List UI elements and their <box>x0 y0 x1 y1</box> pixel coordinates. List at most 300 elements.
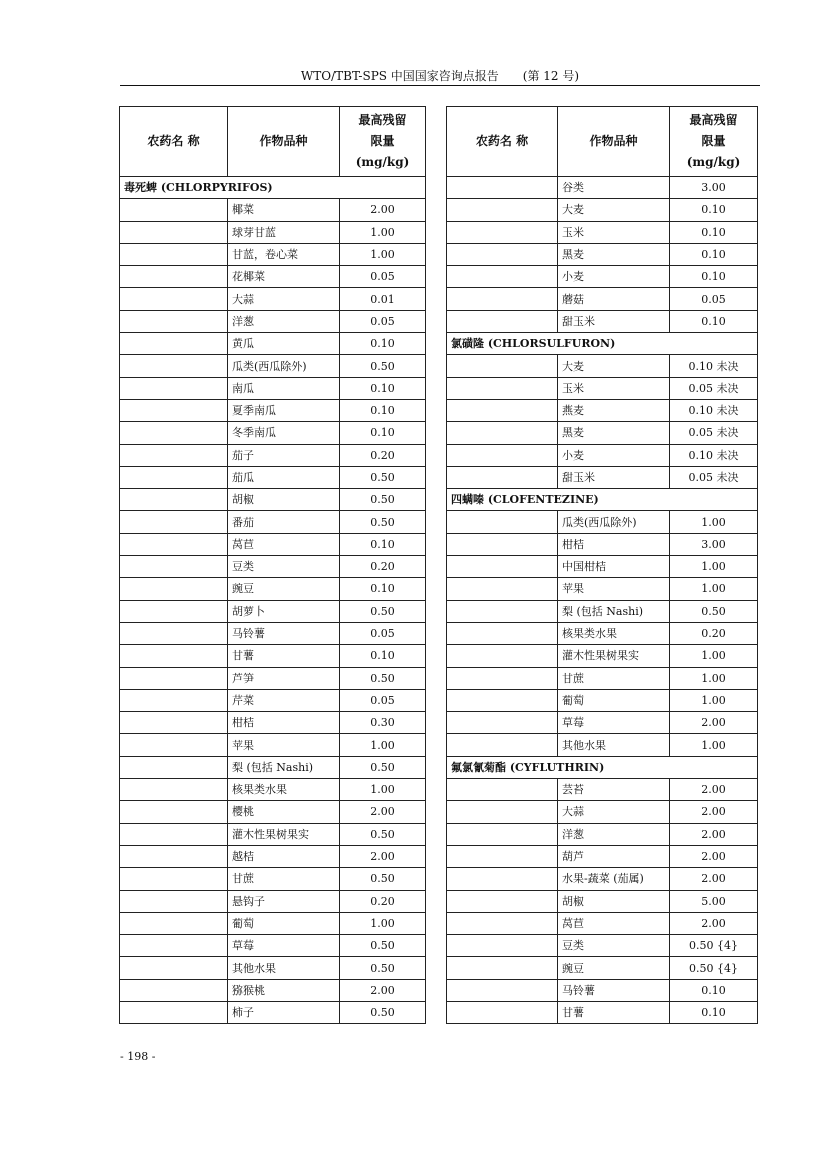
pesticide-name: 四螨嗪 (CLOFENTEZINE) <box>447 489 758 511</box>
table-row <box>447 556 758 578</box>
crop-cell: 小麦 <box>558 444 670 466</box>
crop-cell: 甜玉米 <box>558 310 670 332</box>
pesticide-cell <box>447 868 558 890</box>
crop-cell: 大蒜 <box>228 288 340 310</box>
mrl-cell: 0.50 <box>340 935 426 957</box>
table-row <box>447 935 758 957</box>
table-row <box>120 578 426 600</box>
pesticide-name: 毒死蜱 (CHLORPYRIFOS) <box>120 177 426 199</box>
table-row <box>120 466 426 488</box>
mrl-cell: 1.00 <box>670 645 758 667</box>
pesticide-cell <box>447 845 558 867</box>
pesticide-cell <box>447 199 558 221</box>
table-row <box>120 935 426 957</box>
table-row <box>120 556 426 578</box>
crop-cell: 葫芦 <box>558 845 670 867</box>
table-row <box>447 667 758 689</box>
table-row <box>447 355 758 377</box>
mrl-cell: 0.50 <box>340 466 426 488</box>
table-row <box>447 1001 758 1023</box>
table-row <box>120 221 426 243</box>
mrl-cell: 2.00 <box>670 845 758 867</box>
pesticide-cell <box>447 466 558 488</box>
pesticide-cell <box>120 667 228 689</box>
pesticide-cell <box>120 310 228 332</box>
mrl-cell: 0.10 <box>340 377 426 399</box>
mrl-cell: 0.50 <box>340 600 426 622</box>
pesticide-cell <box>447 622 558 644</box>
table-row <box>447 600 758 622</box>
table-row <box>447 266 758 288</box>
mrl-cell: 2.00 <box>340 801 426 823</box>
mrl-cell: 1.00 <box>340 912 426 934</box>
mrl-cell: 0.10 未决 <box>670 399 758 421</box>
pesticide-row <box>447 333 758 355</box>
table-row <box>447 622 758 644</box>
crop-cell: 蘑菇 <box>558 288 670 310</box>
crop-cell: 黑麦 <box>558 243 670 265</box>
pesticide-cell <box>120 444 228 466</box>
pesticide-cell <box>120 689 228 711</box>
pesticide-cell <box>120 868 228 890</box>
mrl-cell: 0.10 未决 <box>670 355 758 377</box>
mrl-header-line: 最高残留 <box>689 113 738 127</box>
pesticide-cell <box>120 756 228 778</box>
pesticide-cell <box>120 712 228 734</box>
pesticide-cell <box>447 422 558 444</box>
pesticide-cell <box>447 935 558 957</box>
pesticide-cell <box>447 823 558 845</box>
pesticide-cell <box>120 912 228 934</box>
table-row <box>120 444 426 466</box>
table-row <box>120 712 426 734</box>
crop-cell: 马铃薯 <box>228 622 340 644</box>
mrl-cell: 0.10 <box>670 979 758 1001</box>
pesticide-cell <box>447 266 558 288</box>
mrl-cell: 0.50 <box>340 957 426 979</box>
mrl-cell: 2.00 <box>340 845 426 867</box>
pesticide-cell <box>120 466 228 488</box>
table-row <box>120 533 426 555</box>
right-residue-table <box>446 106 758 1024</box>
pesticide-cell <box>120 288 228 310</box>
crop-cell: 洋葱 <box>558 823 670 845</box>
mrl-cell: 0.01 <box>340 288 426 310</box>
table-row <box>120 399 426 421</box>
mrl-cell: 1.00 <box>340 243 426 265</box>
mrl-cell: 3.00 <box>670 177 758 199</box>
crop-cell: 豌豆 <box>558 957 670 979</box>
table-row <box>447 221 758 243</box>
pesticide-cell <box>120 734 228 756</box>
mrl-header-line: 限量 <box>701 134 726 148</box>
table-row <box>447 466 758 488</box>
crop-cell: 葡萄 <box>228 912 340 934</box>
mrl-cell: 1.00 <box>670 578 758 600</box>
pesticide-cell <box>447 444 558 466</box>
pesticide-cell <box>120 979 228 1001</box>
table-row <box>120 243 426 265</box>
crop-cell: 芦笋 <box>228 667 340 689</box>
pesticide-cell <box>447 957 558 979</box>
mrl-cell: 0.10 <box>670 243 758 265</box>
mrl-cell: 2.00 <box>670 712 758 734</box>
mrl-cell: 0.50 <box>340 756 426 778</box>
pesticide-cell <box>120 779 228 801</box>
pesticide-cell <box>447 890 558 912</box>
crop-cell: 甘蓝，卷心菜 <box>228 243 340 265</box>
crop-cell: 芸苔 <box>558 779 670 801</box>
mrl-cell: 1.00 <box>670 734 758 756</box>
crop-cell: 椰菜 <box>228 199 340 221</box>
crop-cell: 猕猴桃 <box>228 979 340 1001</box>
table-row <box>447 177 758 199</box>
mrl-cell: 2.00 <box>340 979 426 1001</box>
mrl-cell: 1.00 <box>340 734 426 756</box>
table-row <box>120 734 426 756</box>
pesticide-cell <box>120 511 228 533</box>
crop-cell: 莴苣 <box>558 912 670 934</box>
mrl-cell: 0.50 <box>340 355 426 377</box>
crop-cell: 球芽甘蓝 <box>228 221 340 243</box>
crop-cell: 玉米 <box>558 221 670 243</box>
mrl-cell: 0.50 <box>340 511 426 533</box>
crop-cell: 其他水果 <box>228 957 340 979</box>
mrl-cell: 0.50 <box>340 1001 426 1023</box>
pesticide-cell <box>120 957 228 979</box>
table-row <box>447 712 758 734</box>
mrl-cell: 0.05 未决 <box>670 466 758 488</box>
crop-cell: 茄瓜 <box>228 466 340 488</box>
crop-cell: 大麦 <box>558 355 670 377</box>
mrl-cell: 0.05 <box>340 266 426 288</box>
crop-cell: 番茄 <box>228 511 340 533</box>
pesticide-cell <box>447 734 558 756</box>
crop-cell: 其他水果 <box>558 734 670 756</box>
pesticide-row <box>447 489 758 511</box>
header-rule <box>120 85 760 86</box>
mrl-cell: 0.10 <box>340 333 426 355</box>
page-number: - 198 - <box>120 1050 156 1063</box>
crop-cell: 草莓 <box>558 712 670 734</box>
pesticide-cell <box>447 578 558 600</box>
mrl-column-header <box>340 107 426 177</box>
table-row <box>447 288 758 310</box>
crop-cell: 大麦 <box>558 199 670 221</box>
crop-cell: 苹果 <box>228 734 340 756</box>
crop-cell: 甘薯 <box>228 645 340 667</box>
mrl-cell: 1.00 <box>340 221 426 243</box>
crop-cell: 夏季南瓜 <box>228 399 340 421</box>
crop-cell: 瓜类(西瓜除外) <box>228 355 340 377</box>
pesticide-cell <box>120 556 228 578</box>
mrl-cell: 0.50 <box>340 868 426 890</box>
crop-cell: 黑麦 <box>558 422 670 444</box>
mrl-cell: 0.20 <box>340 890 426 912</box>
table-row <box>120 511 426 533</box>
page-header-title: WTO/TBT-SPS 中国国家咨询点报告 (第 12 号) <box>300 69 580 83</box>
table-row <box>120 779 426 801</box>
pesticide-cell <box>447 243 558 265</box>
table-row <box>120 979 426 1001</box>
crop-cell: 甘薯 <box>558 1001 670 1023</box>
table-row <box>447 399 758 421</box>
table-row <box>447 979 758 1001</box>
crop-cell: 胡萝卜 <box>228 600 340 622</box>
pesticide-cell <box>447 177 558 199</box>
crop-column-header: 作物品种 <box>558 107 670 177</box>
crop-cell: 中国柑桔 <box>558 556 670 578</box>
mrl-cell: 0.05 <box>670 288 758 310</box>
mrl-cell: 0.10 <box>340 578 426 600</box>
table-row <box>120 600 426 622</box>
table-row <box>120 1001 426 1023</box>
table-row <box>447 868 758 890</box>
mrl-cell: 0.50 <box>670 600 758 622</box>
mrl-cell: 1.00 <box>670 667 758 689</box>
pesticide-cell <box>120 622 228 644</box>
right-table-body <box>447 177 758 1024</box>
crop-cell: 南瓜 <box>228 377 340 399</box>
table-row <box>120 355 426 377</box>
pesticide-cell <box>120 890 228 912</box>
mrl-cell: 0.50 <box>340 667 426 689</box>
mrl-cell: 0.20 <box>340 444 426 466</box>
pesticide-cell <box>120 333 228 355</box>
mrl-cell: 5.00 <box>670 890 758 912</box>
mrl-cell: 0.05 <box>340 310 426 332</box>
table-header-row <box>120 107 426 177</box>
mrl-cell: 0.10 <box>340 645 426 667</box>
left-table-body <box>120 177 426 1024</box>
table-row <box>447 444 758 466</box>
pesticide-cell <box>447 399 558 421</box>
crop-cell: 核果类水果 <box>228 779 340 801</box>
pesticide-name: 氯磺隆 (CHLORSULFURON) <box>447 333 758 355</box>
mrl-header-unit: (mg/kg) <box>355 155 410 169</box>
table-row <box>447 645 758 667</box>
mrl-cell: 2.00 <box>670 912 758 934</box>
crop-cell: 茄子 <box>228 444 340 466</box>
pesticide-cell <box>120 533 228 555</box>
crop-cell: 豆类 <box>558 935 670 957</box>
pesticide-cell <box>447 912 558 934</box>
pesticide-cell <box>447 355 558 377</box>
mrl-cell: 2.00 <box>340 199 426 221</box>
mrl-cell: 0.10 <box>670 221 758 243</box>
crop-cell: 胡椒 <box>558 890 670 912</box>
left-residue-table <box>119 106 426 1024</box>
table-row <box>447 845 758 867</box>
pesticide-cell <box>120 399 228 421</box>
mrl-cell: 0.50 {4} <box>670 957 758 979</box>
crop-cell: 柑桔 <box>228 712 340 734</box>
crop-cell: 花椰菜 <box>228 266 340 288</box>
crop-cell: 柑桔 <box>558 533 670 555</box>
table-row <box>120 957 426 979</box>
table-row <box>120 756 426 778</box>
pesticide-cell <box>120 266 228 288</box>
crop-cell: 谷类 <box>558 177 670 199</box>
pesticide-cell <box>447 645 558 667</box>
pesticide-name: 氟氯氰菊酯 (CYFLUTHRIN) <box>447 756 758 778</box>
table-row <box>447 801 758 823</box>
pesticide-cell <box>120 489 228 511</box>
mrl-cell: 1.00 <box>670 511 758 533</box>
mrl-cell: 0.05 <box>340 689 426 711</box>
pesticide-cell <box>447 221 558 243</box>
crop-cell: 甘蔗 <box>228 868 340 890</box>
table-row <box>120 912 426 934</box>
table-row <box>120 801 426 823</box>
crop-cell: 越桔 <box>228 845 340 867</box>
table-row <box>447 243 758 265</box>
pesticide-cell <box>120 801 228 823</box>
table-row <box>447 823 758 845</box>
pesticide-cell <box>447 979 558 1001</box>
pesticide-cell <box>120 578 228 600</box>
pesticide-cell <box>447 712 558 734</box>
mrl-cell: 0.30 <box>340 712 426 734</box>
table-row <box>447 689 758 711</box>
table-row <box>120 422 426 444</box>
crop-cell: 甘蔗 <box>558 667 670 689</box>
table-row <box>447 957 758 979</box>
crop-cell: 葡萄 <box>558 689 670 711</box>
crop-cell: 瓜类(西瓜除外) <box>558 511 670 533</box>
table-row <box>120 622 426 644</box>
mrl-cell: 2.00 <box>670 779 758 801</box>
mrl-cell: 1.00 <box>670 556 758 578</box>
pesticide-cell <box>447 1001 558 1023</box>
table-row <box>120 868 426 890</box>
mrl-cell: 0.10 <box>670 266 758 288</box>
table-row <box>447 734 758 756</box>
pesticide-cell <box>447 288 558 310</box>
mrl-cell: 3.00 <box>670 533 758 555</box>
mrl-cell: 2.00 <box>670 801 758 823</box>
mrl-cell: 0.05 未决 <box>670 422 758 444</box>
table-row <box>447 890 758 912</box>
table-row <box>120 689 426 711</box>
pesticide-column-header: 农药名 称 <box>447 107 558 177</box>
mrl-header-unit: (mg/kg) <box>686 155 741 169</box>
mrl-cell: 0.10 <box>340 399 426 421</box>
crop-cell: 柿子 <box>228 1001 340 1023</box>
pesticide-cell <box>120 221 228 243</box>
mrl-cell: 0.10 未决 <box>670 444 758 466</box>
crop-cell: 樱桃 <box>228 801 340 823</box>
mrl-cell: 0.10 <box>340 422 426 444</box>
crop-cell: 豆类 <box>228 556 340 578</box>
crop-cell: 冬季南瓜 <box>228 422 340 444</box>
table-row <box>120 667 426 689</box>
mrl-header-line: 限量 <box>370 134 395 148</box>
table-row <box>120 890 426 912</box>
mrl-cell: 0.10 <box>670 199 758 221</box>
pesticide-cell <box>447 511 558 533</box>
mrl-cell: 1.00 <box>340 779 426 801</box>
table-header-row <box>447 107 758 177</box>
pesticide-cell <box>447 556 558 578</box>
crop-cell: 洋葱 <box>228 310 340 332</box>
crop-cell: 芹菜 <box>228 689 340 711</box>
pesticide-column-header: 农药名 称 <box>120 107 228 177</box>
mrl-cell: 0.10 <box>340 533 426 555</box>
table-row <box>120 377 426 399</box>
crop-cell: 水果-蔬菜 (茄属) <box>558 868 670 890</box>
pesticide-row <box>120 177 426 199</box>
pesticide-cell <box>120 935 228 957</box>
mrl-header-line: 最高残留 <box>358 113 407 127</box>
pesticide-cell <box>447 377 558 399</box>
pesticide-cell <box>120 823 228 845</box>
mrl-cell: 0.20 <box>340 556 426 578</box>
mrl-cell: 1.00 <box>670 689 758 711</box>
table-row <box>120 266 426 288</box>
crop-cell: 甜玉米 <box>558 466 670 488</box>
mrl-cell: 0.10 <box>670 1001 758 1023</box>
pesticide-cell <box>447 533 558 555</box>
table-row <box>447 310 758 332</box>
crop-cell: 悬钩子 <box>228 890 340 912</box>
crop-cell: 小麦 <box>558 266 670 288</box>
table-row <box>120 823 426 845</box>
mrl-cell: 0.50 <box>340 823 426 845</box>
crop-cell: 梨 (包括 Nashi) <box>558 600 670 622</box>
crop-cell: 马铃薯 <box>558 979 670 1001</box>
crop-column-header: 作物品种 <box>228 107 340 177</box>
table-row <box>120 333 426 355</box>
table-row <box>447 912 758 934</box>
mrl-cell: 0.50 <box>340 489 426 511</box>
table-row <box>447 779 758 801</box>
pesticide-cell <box>120 600 228 622</box>
pesticide-cell <box>120 243 228 265</box>
mrl-cell: 0.10 <box>670 310 758 332</box>
mrl-cell: 0.20 <box>670 622 758 644</box>
table-row <box>447 533 758 555</box>
pesticide-cell <box>120 645 228 667</box>
table-row <box>447 511 758 533</box>
crop-cell: 核果类水果 <box>558 622 670 644</box>
mrl-cell: 0.05 未决 <box>670 377 758 399</box>
pesticide-cell <box>120 199 228 221</box>
pesticide-cell <box>447 689 558 711</box>
table-row <box>447 377 758 399</box>
crop-cell: 苹果 <box>558 578 670 600</box>
mrl-cell: 2.00 <box>670 823 758 845</box>
crop-cell: 莴苣 <box>228 533 340 555</box>
pesticide-cell <box>120 377 228 399</box>
crop-cell: 燕麦 <box>558 399 670 421</box>
pesticide-cell <box>447 801 558 823</box>
pesticide-cell <box>120 845 228 867</box>
crop-cell: 灌木性果树果实 <box>228 823 340 845</box>
table-row <box>447 578 758 600</box>
mrl-cell: 0.05 <box>340 622 426 644</box>
table-row <box>120 288 426 310</box>
crop-cell: 黄瓜 <box>228 333 340 355</box>
pesticide-cell <box>120 355 228 377</box>
pesticide-row <box>447 756 758 778</box>
crop-cell: 梨 (包括 Nashi) <box>228 756 340 778</box>
table-row <box>447 199 758 221</box>
pesticide-cell <box>120 422 228 444</box>
crop-cell: 草莓 <box>228 935 340 957</box>
table-row <box>120 199 426 221</box>
pesticide-cell <box>447 600 558 622</box>
